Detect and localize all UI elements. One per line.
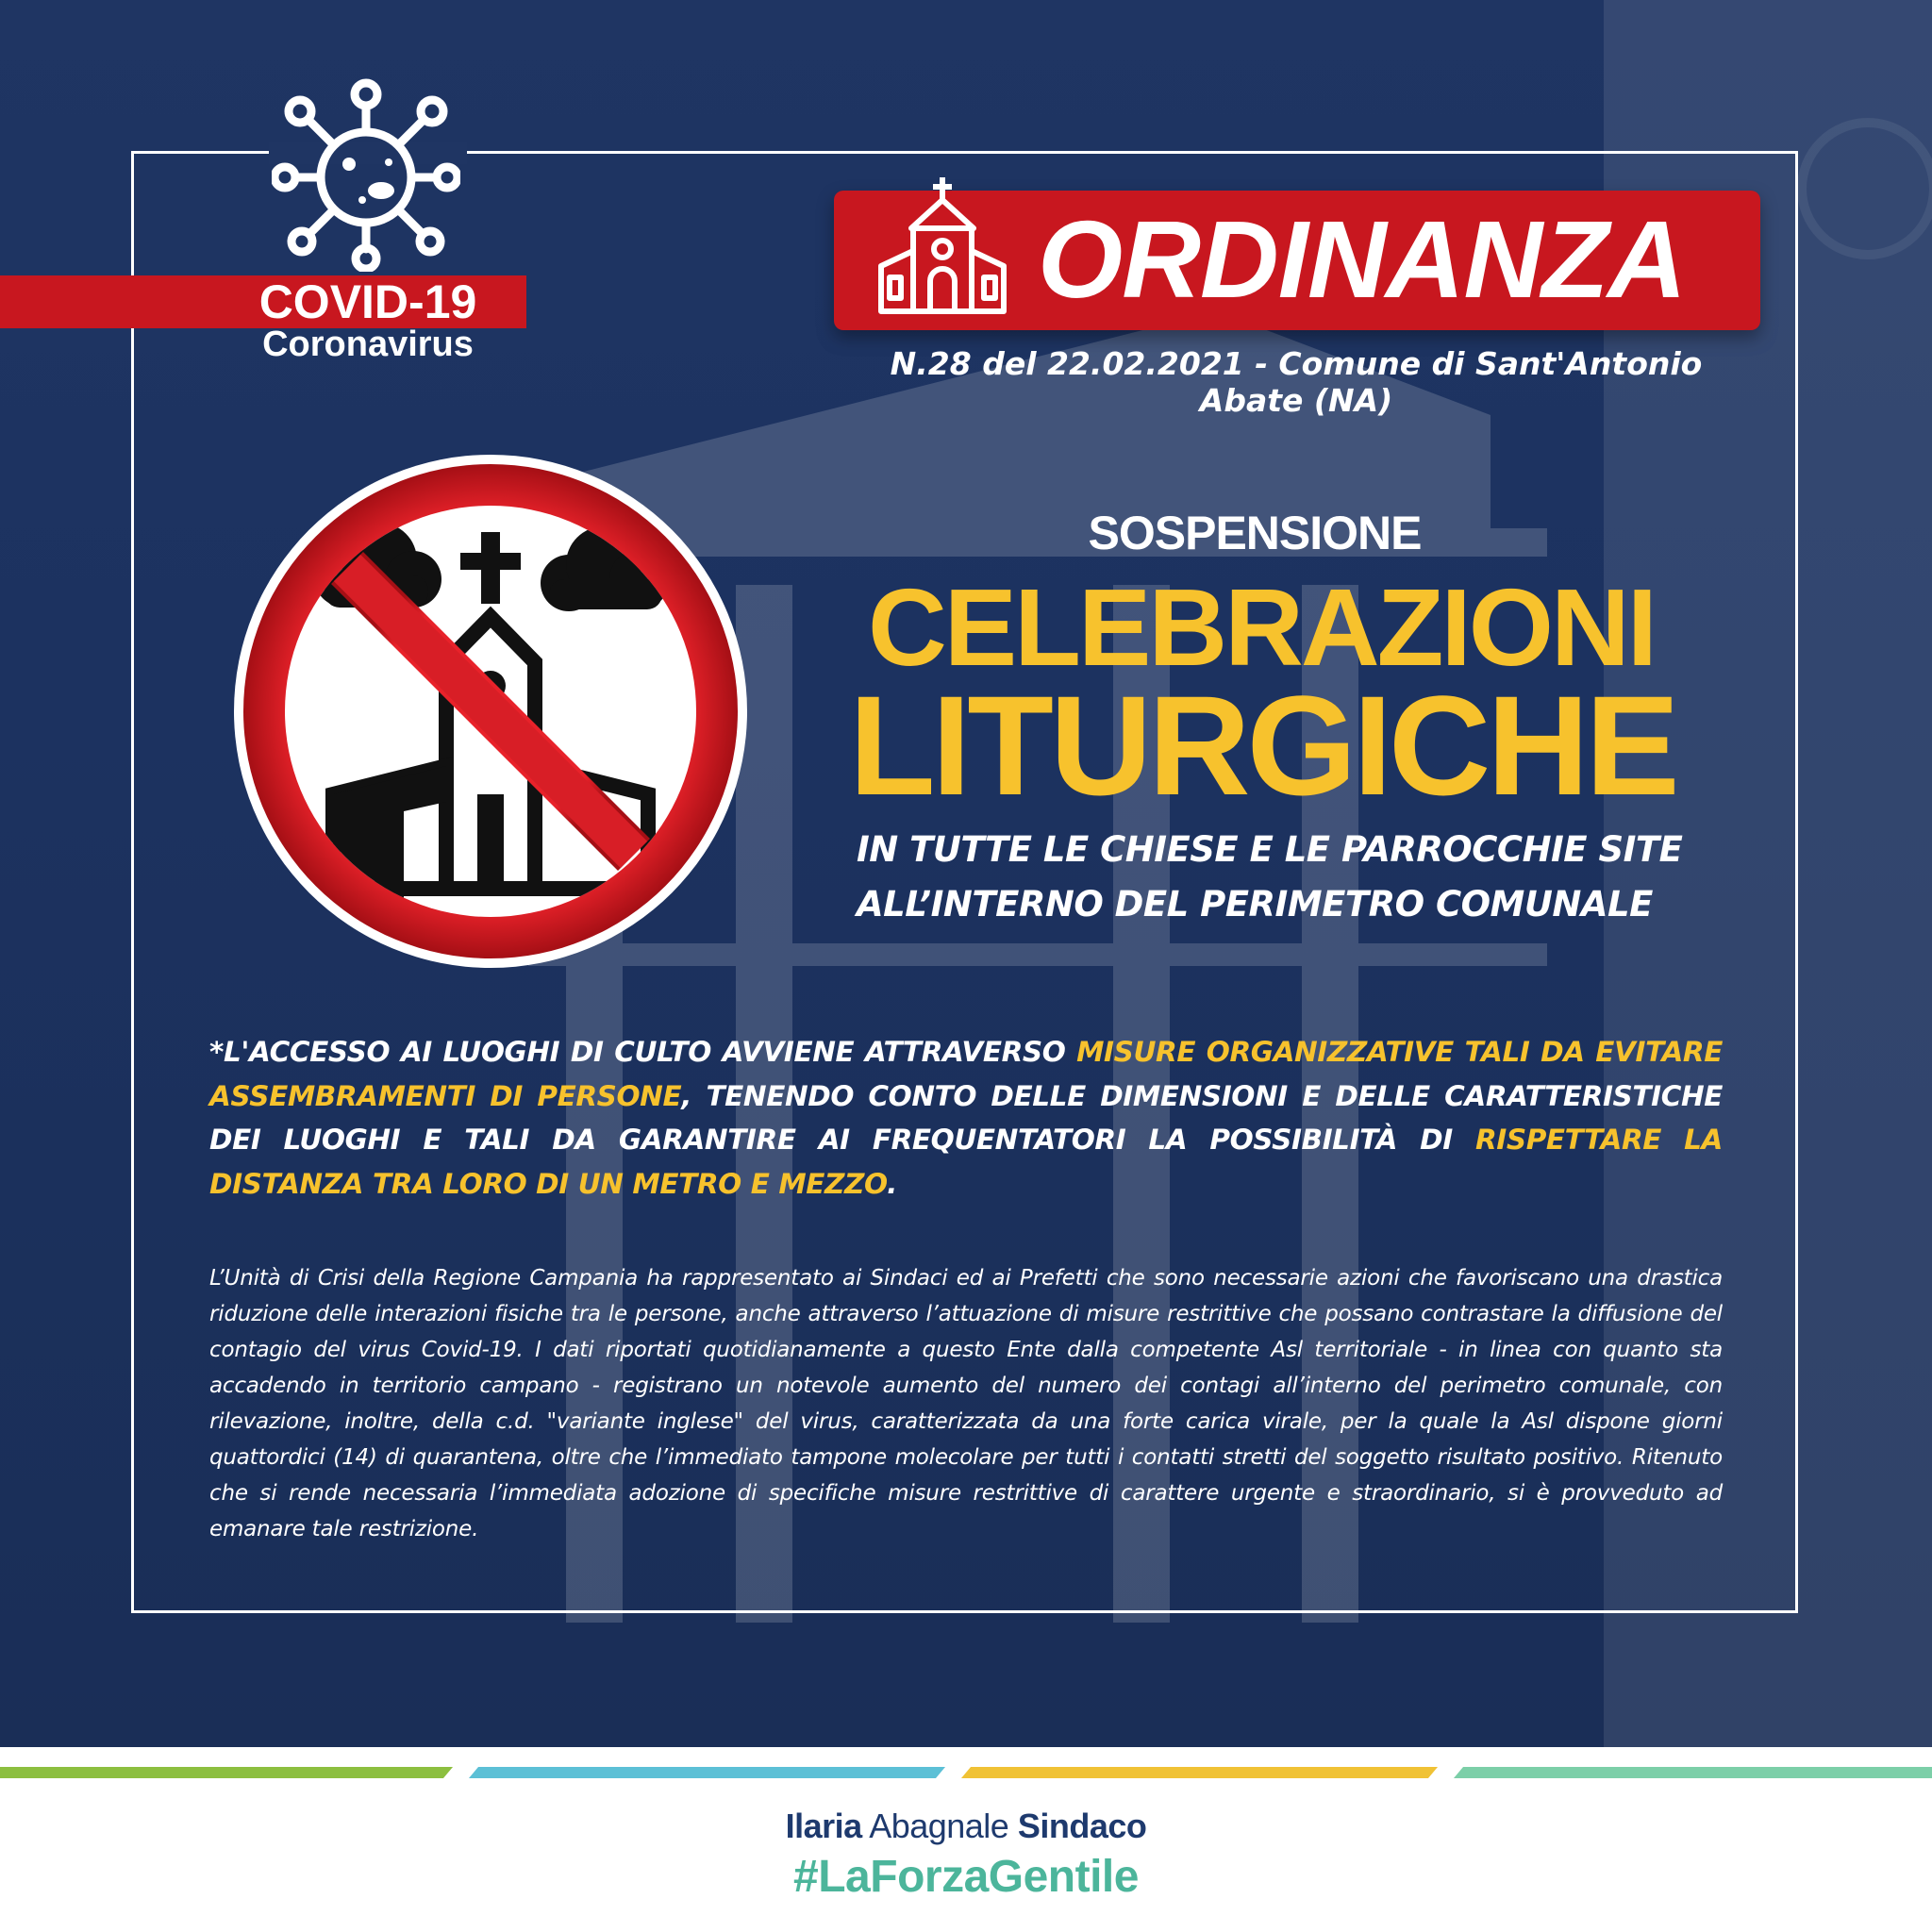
headline-line1: CELEBRAZIONI [868,566,1655,689]
body-paragraph: L’Unità di Crisi della Regione Campania ha rappresentato ai Sindaci ed ai Prefetti che sono necessarie azioni che favoriscano una drastica riduzione delle interazioni fisiche tra le persone, anche attraverso l’attuazione di misure restrittive che possano contrastare la diffusione del contagio del virus Covid-19. I dati riportati quotidianamente a questo Ente dalla competente Asl territoriale - in linea con quanto sta accadendo in territorio campano - registrano un notevole aumento del numero dei contagi all’interno del perimetro comunale, con rilevazione, inoltre, della c.d. "variante inglese" del virus, caratterizzata da una forte carica virale, per la quale la Asl dispone giorni quattordici (14) di quarantena, oltre che l’immediato tampone molecolare per tutti i contatti stretti del soggetto risultato positivo. Ritenuto che si rende necessaria l’immediata adozione di specifiche misure restrittive di carattere urgente e straordinario, si è provveduto ad emanare tale restrizione. [209,1266,1723,1541]
footer-stripe-mint [1454,1767,1932,1778]
footer-stripe-yellow [961,1767,1438,1778]
mayor-role: Sindaco [1017,1807,1147,1845]
ordinanza-subtitle: N.28 del 22.02.2021 - Comune di Sant'Antonio Abate (NA) [890,345,1703,419]
church-icon [874,175,1011,315]
mayor-first-name: Ilaria [785,1807,862,1845]
mayor-signature [0,1807,1932,1846]
access-highlight-2: RISPETTARE LA DISTANZA TRA LORO DI UN METRO E MEZZO [209,1124,1723,1200]
virus-icon [272,74,460,272]
footer-stripe-blue [469,1767,945,1778]
covid-title: COVID-19 [258,275,477,328]
footer-stripe-green [0,1767,453,1778]
covid-subtitle: Coronavirus [262,325,474,364]
access-text-3: . [887,1167,897,1200]
access-text-1: *L'ACCESSO AI LUOGHI DI CULTO AVVIENE ATTRAVERSO [209,1036,1077,1068]
access-text-2: , TENENDO CONTO DELLE DIMENSIONI E DELLE CARATTERISTICHE DEI LUOGHI E TALI DA GARANTIRE AI FREQUENTATORI LA POSSIBILITÀ DI [209,1079,1723,1156]
access-paragraph [209,1030,1723,1206]
mayor-last-name: Abagnale [869,1807,1009,1845]
headline-kicker: SOSPENSIONE [1088,507,1422,559]
headline-line2: LITURGICHE [849,666,1676,824]
campaign-hashtag: #LaForzaGentile [793,1852,1139,1902]
access-highlight-1: MISURE ORGANIZZATIVE TALI DA EVITARE ASSEMBRAMENTI DI PERSONE [209,1036,1723,1112]
ordinanza-title: ORDINANZA [1038,198,1686,321]
headline-where [857,823,1724,932]
where-line1: IN TUTTE LE CHIESE E LE PARROCCHIE SITE [857,829,1683,870]
no-church-prohibition-icon [234,455,748,969]
where-line2: ALL’INTERNO DEL PERIMETRO COMUNALE [857,884,1653,924]
